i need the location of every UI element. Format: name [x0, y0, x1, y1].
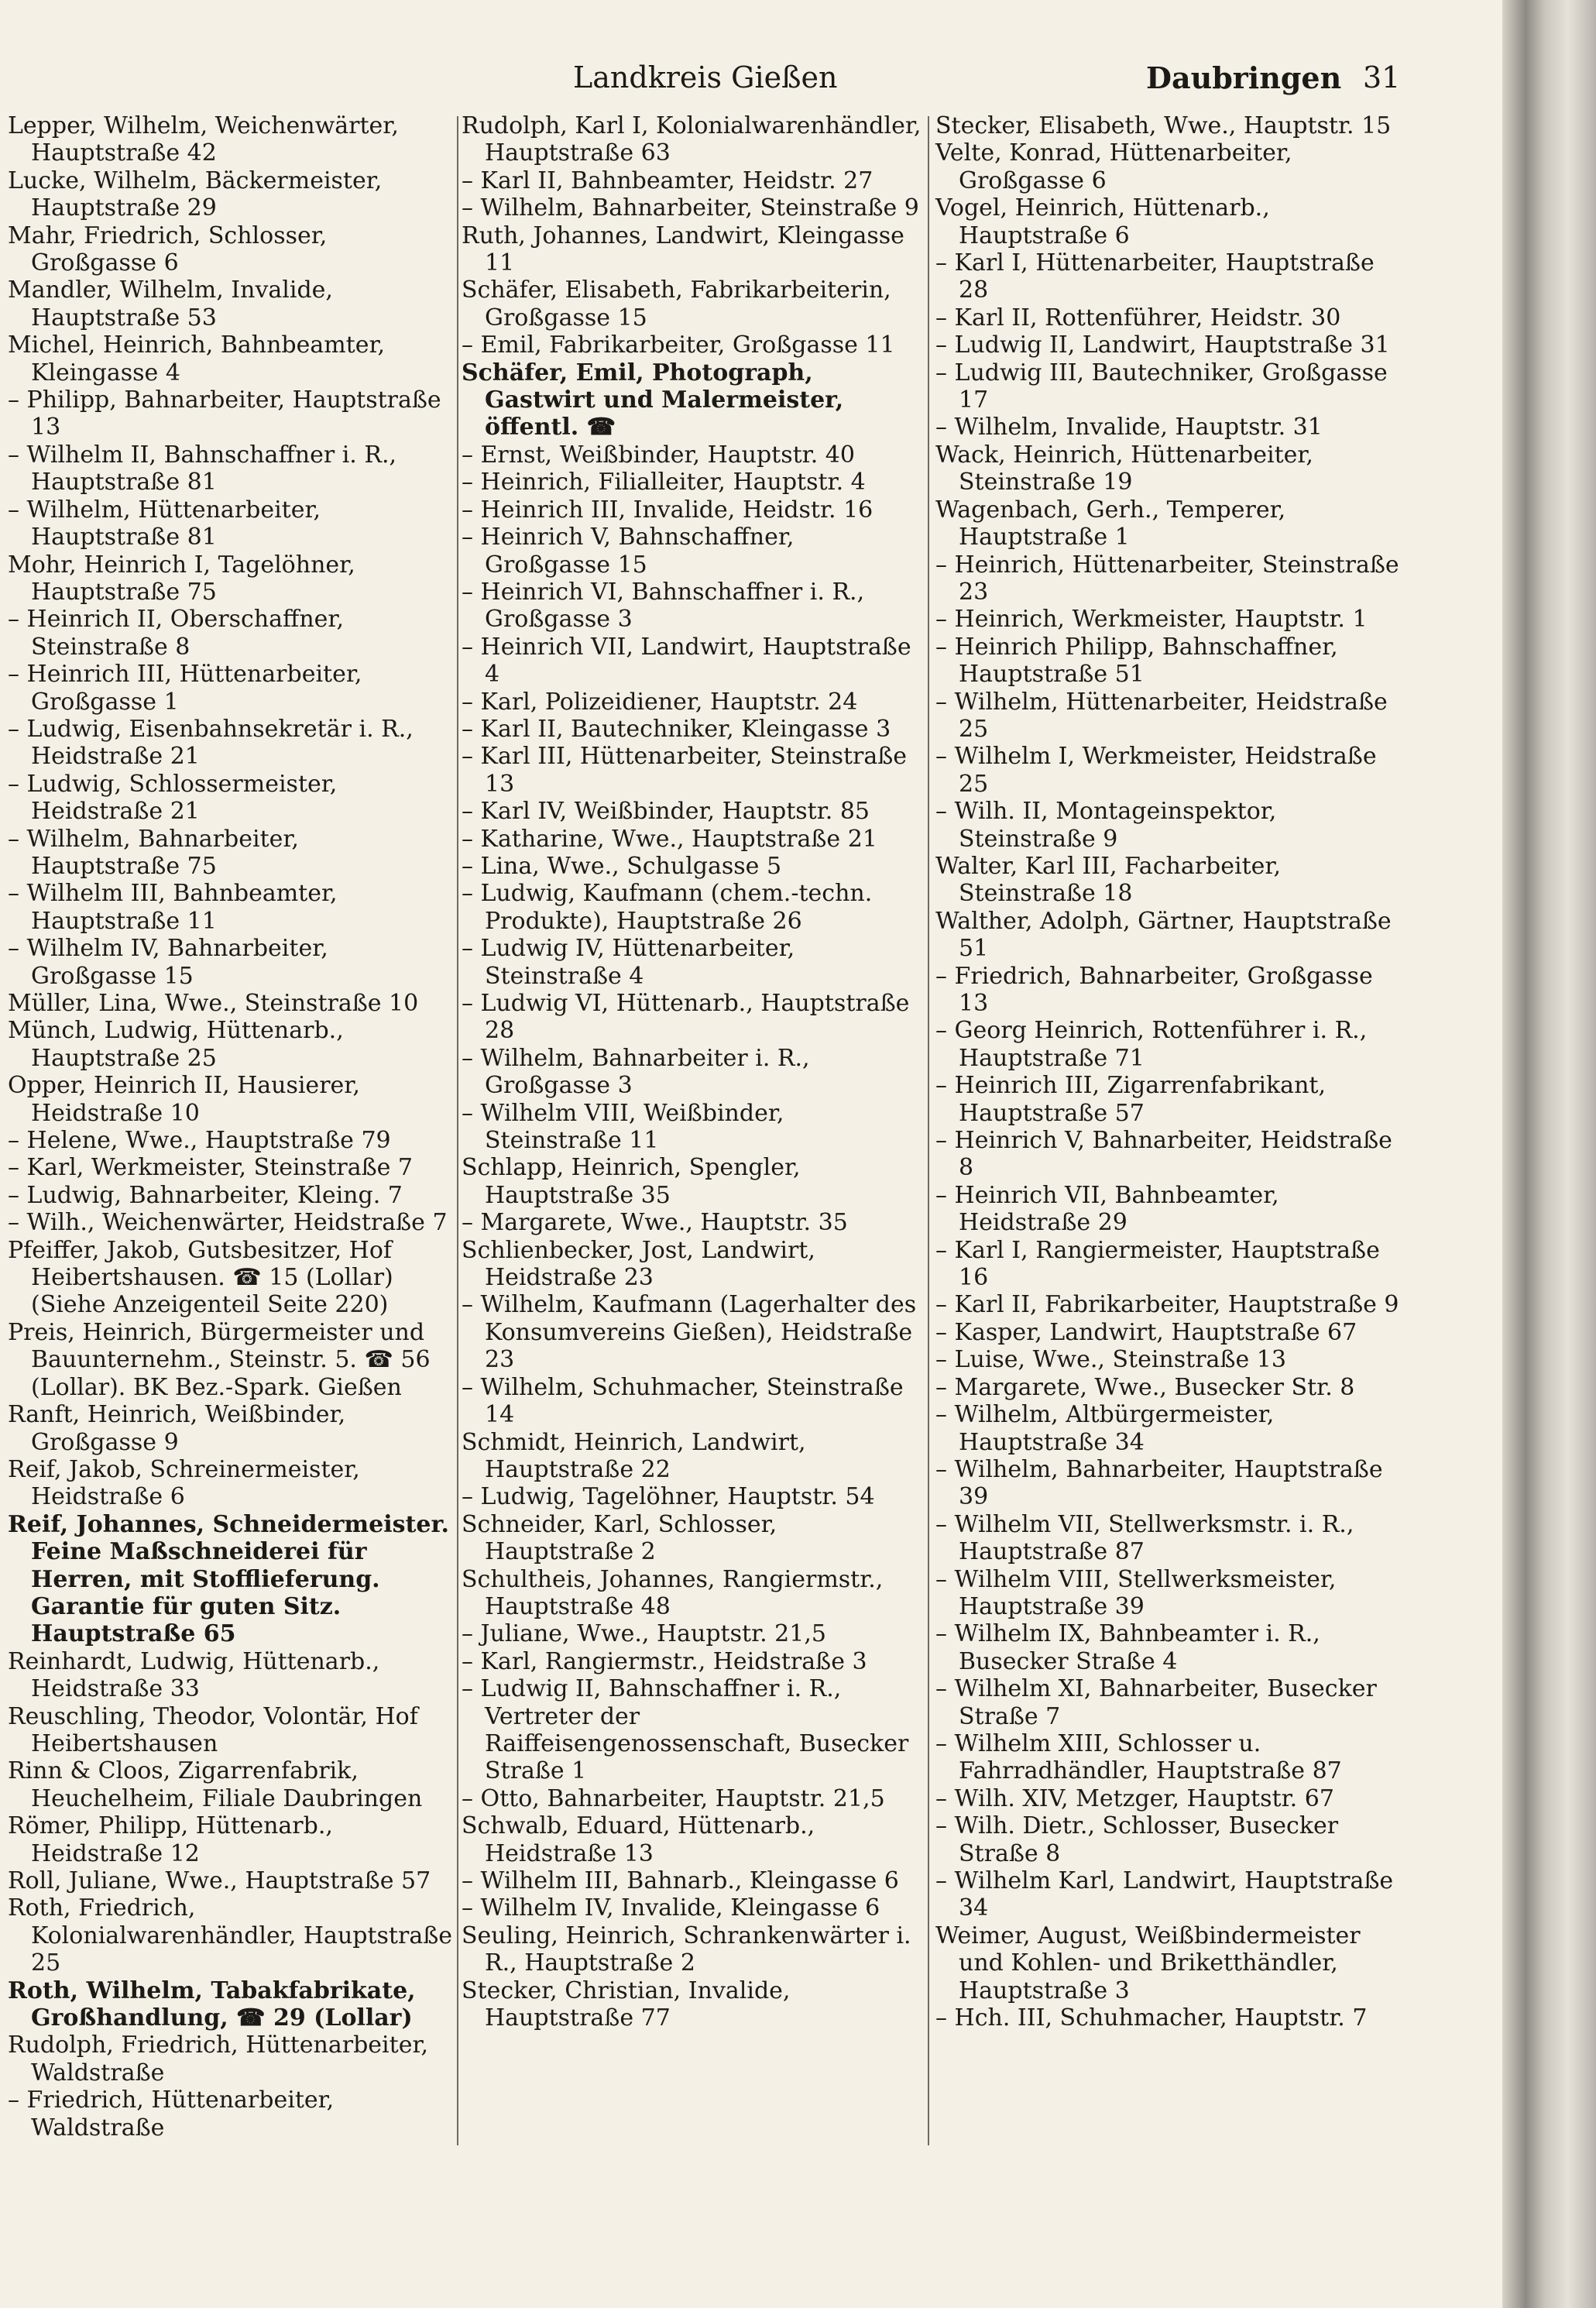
directory-entry: – Ludwig, Schlossermeister, Heidstraße 21	[8, 770, 338, 826]
directory-entry: – Heinrich III, Zigarrenfabrikant, Hauptstraße 57	[935, 1072, 1326, 1127]
directory-entry: Schäfer, Emil, Photograph, Gastwirt und Malermeister, öffentl. ☎	[462, 359, 844, 441]
directory-entry: Schlienbecker, Jost, Landwirt, Heidstraße 23	[462, 1236, 815, 1292]
directory-entry: – Heinrich, Werkmeister, Hauptstr. 1	[935, 606, 1368, 634]
directory-entry: Walter, Karl III, Facharbeiter, Steinstraße 18	[935, 852, 1281, 908]
directory-entry: Schneider, Karl, Schlosser, Hauptstraße 2	[462, 1510, 777, 1566]
directory-entry: – Margarete, Wwe., Busecker Str. 8	[935, 1373, 1355, 1401]
directory-entry: – Karl, Werkmeister, Steinstraße 7	[8, 1154, 413, 1182]
directory-entry: – Heinrich, Filialleiter, Hauptstr. 4	[462, 469, 866, 496]
directory-entry: – Wilhelm VII, Stellwerksmstr. i. R., Hauptstraße 87	[935, 1510, 1354, 1566]
directory-entry: – Wilh., Weichenwärter, Heidstraße 7	[8, 1209, 448, 1237]
directory-entry: – Karl IV, Weißbinder, Hauptstr. 85	[462, 798, 870, 826]
directory-entry: Seuling, Heinrich, Schrankenwärter i. R., Hauptstraße 2	[462, 1922, 911, 1977]
directory-entry: – Hch. III, Schuhmacher, Hauptstr. 7	[935, 2004, 1368, 2032]
directory-entry: – Wilhelm, Hüttenarbeiter, Heidstraße 25	[935, 688, 1388, 743]
directory-entry: – Wilhelm III, Bahnarb., Kleingasse 6	[462, 1867, 899, 1894]
directory-entry: – Heinrich VI, Bahnschaffner i. R., Großgasse 3	[462, 578, 865, 634]
directory-entry: – Wilhelm IV, Bahnarbeiter, Großgasse 15	[8, 935, 328, 990]
directory-entry: – Wilh. Dietr., Schlosser, Busecker Straße 8	[935, 1812, 1339, 1867]
directory-entry: – Ludwig II, Bahnschaffner i. R., Vertreter der Raiffeisengenossenschaft, Busecker Straße 1	[462, 1675, 909, 1785]
directory-entry: – Wilhelm VIII, Weißbinder, Steinstraße 11	[462, 1099, 784, 1155]
directory-entry: – Ludwig III, Bautechniker, Großgasse 17	[935, 359, 1388, 414]
directory-entry: – Luise, Wwe., Steinstraße 13	[935, 1346, 1286, 1374]
directory-entry: Wack, Heinrich, Hüttenarbeiter, Steinstraße 19	[935, 441, 1313, 496]
directory-entry: Münch, Ludwig, Hüttenarb., Hauptstraße 25	[8, 1017, 344, 1072]
directory-entry: – Wilhelm, Bahnarbeiter i. R., Großgasse 3	[462, 1044, 810, 1100]
directory-column-1	[8, 112, 453, 2141]
directory-entry: – Wilhelm XIII, Schlosser u. Fahrradhändler, Hauptstraße 87	[935, 1729, 1342, 1785]
directory-entry: – Ludwig IV, Hüttenarbeiter, Steinstraße 4	[462, 935, 795, 990]
directory-entry: Roth, Wilhelm, Tabakfabrikate, Großhandlung, ☎ 29 (Lollar)	[8, 1977, 416, 2032]
directory-entry: – Friedrich, Bahnarbeiter, Großgasse 13	[935, 962, 1373, 1017]
directory-entry: – Wilhelm, Bahnarbeiter, Hauptstraße 75	[8, 825, 299, 880]
directory-entry: Reinhardt, Ludwig, Hüttenarb., Heidstraße 33	[8, 1647, 380, 1703]
directory-entry: – Emil, Fabrikarbeiter, Großgasse 11	[462, 331, 895, 359]
directory-entry: Michel, Heinrich, Bahnbeamter, Kleingasse 4	[8, 331, 386, 386]
directory-entry: Wagenbach, Gerh., Temperer, Hauptstraße 1	[935, 496, 1286, 551]
directory-entry: Vogel, Heinrich, Hüttenarb., Hauptstraße 6	[935, 194, 1270, 249]
directory-entry: – Ludwig, Eisenbahnsekretär i. R., Heidstraße 21	[8, 715, 414, 771]
directory-entry: – Karl III, Hüttenarbeiter, Steinstraße 13	[462, 743, 908, 798]
directory-entry: – Juliane, Wwe., Hauptstr. 21,5	[462, 1620, 826, 1648]
directory-entry: Rinn & Cloos, Zigarrenfabrik, Heuchelheim, Filiale Daubringen	[8, 1757, 423, 1812]
directory-entry: – Lina, Wwe., Schulgasse 5	[462, 852, 782, 880]
directory-entry: Müller, Lina, Wwe., Steinstraße 10	[8, 990, 419, 1017]
directory-entry: Roll, Juliane, Wwe., Hauptstraße 57	[8, 1867, 431, 1894]
directory-entry: – Karl II, Bahnbeamter, Heidstr. 27	[462, 167, 874, 194]
directory-entry: Stecker, Elisabeth, Wwe., Hauptstr. 15	[935, 112, 1392, 139]
directory-entry: – Wilhelm, Altbürgermeister, Hauptstraße 34	[935, 1401, 1275, 1456]
directory-entry: Römer, Philipp, Hüttenarb., Heidstraße 12	[8, 1812, 333, 1867]
directory-entry: – Heinrich V, Bahnarbeiter, Heidstraße 8	[935, 1127, 1392, 1182]
directory-entry: – Friedrich, Hüttenarbeiter, Waldstraße	[8, 2086, 335, 2141]
directory-entry: Mahr, Friedrich, Schlosser, Großgasse 6	[8, 222, 328, 277]
directory-entry: – Philipp, Bahnarbeiter, Hauptstraße 13	[8, 386, 441, 441]
directory-entry: – Katharine, Wwe., Hauptstraße 21	[462, 825, 877, 853]
directory-entry: Mohr, Heinrich I, Tagelöhner, Hauptstraße 75	[8, 551, 355, 606]
directory-entry: – Ludwig, Tagelöhner, Hauptstr. 54	[462, 1483, 875, 1511]
directory-entry: – Wilhelm, Kaufmann (Lagerhalter des Konsumvereins Gießen), Heidstraße 23	[462, 1291, 917, 1374]
directory-entry: – Wilhelm II, Bahnschaffner i. R., Hauptstraße 81	[8, 441, 397, 496]
directory-entry: – Wilhelm, Invalide, Hauptstr. 31	[935, 414, 1323, 441]
directory-entry: Reif, Johannes, Schneidermeister. Feine Maßschneiderei für Herren, mit Stofflieferung. Garantie für guten Sitz. Hauptstraße 65	[8, 1510, 449, 1648]
directory-entry: – Heinrich II, Oberschaffner, Steinstraße 8	[8, 606, 345, 661]
directory-entry: Rudolph, Karl I, Kolonialwarenhändler, Hauptstraße 63	[462, 112, 922, 167]
directory-entry: Lucke, Wilhelm, Bäckermeister, Hauptstraße 29	[8, 167, 383, 222]
directory-entry: Lepper, Wilhelm, Weichenwärter, Hauptstraße 42	[8, 112, 399, 167]
directory-entry: – Margarete, Wwe., Hauptstr. 35	[462, 1209, 848, 1237]
directory-entry: – Wilhelm, Bahnarbeiter, Hauptstraße 39	[935, 1455, 1383, 1511]
directory-entry: – Heinrich V, Bahnschaffner, Großgasse 15	[462, 524, 795, 579]
directory-entry: Pfeiffer, Jakob, Gutsbesitzer, Hof Heibertshausen. ☎ 15 (Lollar) (Siehe Anzeigenteil Seite 220)	[8, 1236, 393, 1319]
directory-entry: – Karl II, Fabrikarbeiter, Hauptstraße 9	[935, 1291, 1399, 1319]
directory-entry: Rudolph, Friedrich, Hüttenarbeiter, Waldstraße	[8, 2032, 429, 2086]
directory-entry: – Wilhelm III, Bahnbeamter, Hauptstraße 11	[8, 880, 338, 935]
directory-entry: Schmidt, Heinrich, Landwirt, Hauptstraße 22	[462, 1428, 806, 1483]
directory-entry: – Ludwig, Kaufmann (chem.-techn. Produkte), Hauptstraße 26	[462, 880, 873, 935]
directory-column-3	[935, 112, 1404, 2032]
directory-entry: – Heinrich VII, Landwirt, Hauptstraße 4	[462, 633, 911, 689]
directory-entry: – Heinrich Philipp, Bahnschaffner, Hauptstraße 51	[935, 633, 1338, 689]
directory-entry: – Wilhelm XI, Bahnarbeiter, Busecker Straße 7	[935, 1675, 1377, 1730]
directory-entry: – Wilhelm I, Werkmeister, Heidstraße 25	[935, 743, 1377, 798]
directory-entry: – Wilhelm, Bahnarbeiter, Steinstraße 9	[462, 194, 919, 222]
directory-column-2	[462, 112, 925, 2032]
directory-entry: – Georg Heinrich, Rottenführer i. R., Hauptstraße 71	[935, 1017, 1368, 1072]
directory-entry: – Ludwig, Bahnarbeiter, Kleing. 7	[8, 1181, 403, 1209]
directory-entry: – Wilhelm, Hüttenarbeiter, Hauptstraße 81	[8, 496, 321, 551]
directory-entry: – Karl II, Rottenführer, Heidstr. 30	[935, 304, 1341, 331]
directory-entry: Mandler, Wilhelm, Invalide, Hauptstraße 53	[8, 276, 333, 331]
column-divider	[457, 116, 458, 2145]
directory-entry: – Wilhelm VIII, Stellwerksmeister, Hauptstraße 39	[935, 1565, 1337, 1620]
directory-entry: Preis, Heinrich, Bürgermeister und Bauunternehm., Steinstr. 5. ☎ 56 (Lollar). BK Bez.-Spark. Gießen	[8, 1318, 431, 1401]
directory-entry: – Karl, Rangiermstr., Heidstraße 3	[462, 1647, 867, 1675]
page-title: Landkreis Gießen	[573, 60, 838, 94]
directory-entry: – Wilhelm IV, Invalide, Kleingasse 6	[462, 1894, 880, 1922]
directory-entry: Stecker, Christian, Invalide, Hauptstraße 77	[462, 1977, 791, 2032]
book-page-edge	[1502, 0, 1596, 2308]
directory-entry: Walther, Adolph, Gärtner, Hauptstraße 51	[935, 907, 1392, 963]
directory-entry: Opper, Heinrich II, Hausierer, Heidstraße 10	[8, 1072, 360, 1127]
directory-entry: – Kasper, Landwirt, Hauptstraße 67	[935, 1318, 1357, 1346]
directory-entry: – Wilh. II, Montageinspektor, Steinstraße 9	[935, 798, 1277, 853]
directory-entry: – Ludwig VI, Hüttenarb., Hauptstraße 28	[462, 990, 910, 1045]
directory-entry: – Ernst, Weißbinder, Hauptstr. 40	[462, 441, 855, 469]
directory-entry: – Heinrich III, Invalide, Heidstr. 16	[462, 496, 874, 524]
directory-entry: – Karl II, Bautechniker, Kleingasse 3	[462, 715, 891, 743]
directory-entry: – Wilhelm IX, Bahnbeamter i. R., Busecker Straße 4	[935, 1620, 1320, 1675]
page-number: 31	[1363, 60, 1401, 94]
directory-entry: – Karl, Polizeidiener, Hauptstr. 24	[462, 688, 858, 716]
directory-entry: – Wilhelm Karl, Landwirt, Hauptstraße 34	[935, 1867, 1394, 1922]
directory-entry: Ranft, Heinrich, Weißbinder, Großgasse 9	[8, 1401, 346, 1456]
directory-entry: Reuschling, Theodor, Volontär, Hof Heibertshausen	[8, 1702, 418, 1757]
town-heading: Daubringen	[1146, 60, 1342, 95]
directory-entry: Schäfer, Elisabeth, Fabrikarbeiterin, Großgasse 15	[462, 276, 891, 331]
column-divider	[928, 116, 929, 2145]
directory-entry: Schwalb, Eduard, Hüttenarb., Heidstraße 13	[462, 1812, 815, 1867]
directory-entry: – Karl I, Hüttenarbeiter, Hauptstraße 28	[935, 249, 1375, 304]
directory-entry: – Heinrich VII, Bahnbeamter, Heidstraße 29	[935, 1181, 1279, 1237]
directory-entry: Ruth, Johannes, Landwirt, Kleingasse 11	[462, 222, 904, 277]
directory-entry: – Ludwig II, Landwirt, Hauptstraße 31	[935, 331, 1390, 359]
directory-entry: Reif, Jakob, Schreinermeister, Heidstraße 6	[8, 1455, 360, 1511]
directory-entry: – Otto, Bahnarbeiter, Hauptstr. 21,5	[462, 1784, 885, 1812]
directory-entry: Schlapp, Heinrich, Spengler, Hauptstraße 35	[462, 1154, 801, 1209]
directory-entry: – Heinrich III, Hüttenarbeiter, Großgasse 1	[8, 661, 362, 716]
directory-entry: – Helene, Wwe., Hauptstraße 79	[8, 1127, 391, 1155]
directory-entry: – Wilhelm, Schuhmacher, Steinstraße 14	[462, 1373, 904, 1429]
directory-entry: – Wilh. XIV, Metzger, Hauptstr. 67	[935, 1784, 1334, 1812]
directory-entry: – Karl I, Rangiermeister, Hauptstraße 16	[935, 1236, 1380, 1292]
directory-entry: – Heinrich, Hüttenarbeiter, Steinstraße 23	[935, 551, 1399, 606]
directory-entry: Roth, Friedrich, Kolonialwarenhändler, Hauptstraße 25	[8, 1894, 452, 1977]
directory-entry: Velte, Konrad, Hüttenarbeiter, Großgasse 6	[935, 139, 1292, 194]
directory-entry: Schultheis, Johannes, Rangiermstr., Hauptstraße 48	[462, 1565, 884, 1620]
page-header	[0, 60, 1471, 115]
directory-entry: Weimer, August, Weißbindermeister und Kohlen- und Briketthändler, Hauptstraße 3	[935, 1922, 1361, 2004]
